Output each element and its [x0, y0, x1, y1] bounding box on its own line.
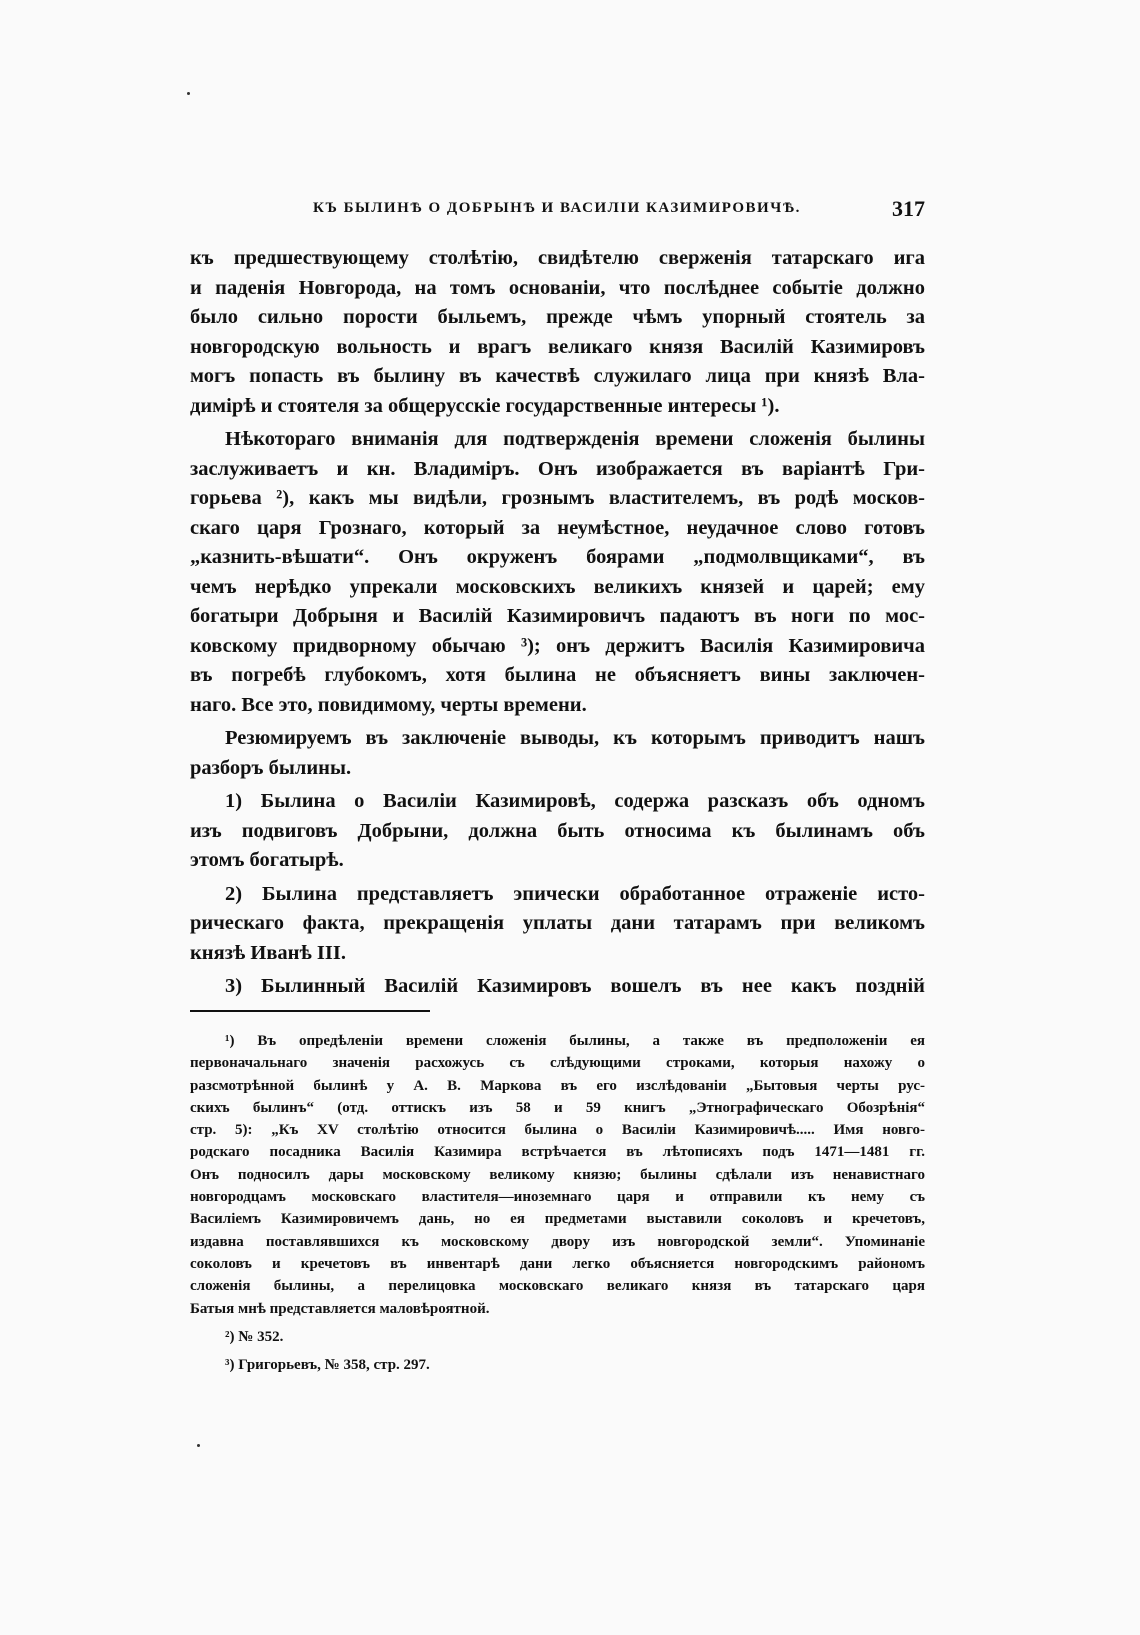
- text-line: Резюмируемъ въ заключеніе выводы, къ которымъ приводитъ нашъ: [225, 727, 925, 749]
- footnote-divider: [190, 1010, 430, 1012]
- text-line: Нѣкотораго вниманія для подтвержденія времени сложенія былины: [225, 428, 925, 450]
- text-line: рическаго факта, прекращенія уплаты дани татарамъ при великомъ: [190, 912, 925, 934]
- text-line: наго. Все это, повидимому, черты времени.: [190, 693, 587, 716]
- text-line: 3) Былинный Василій Казимировъ вошелъ въ нее какъ поздній: [225, 975, 925, 997]
- text-line: горьева ²), какъ мы видѣли, грознымъ властителемъ, въ родѣ москов-: [190, 487, 925, 509]
- running-head: КЪ БЫЛИНѢ О ДОБРЫНѢ И ВАСИЛІИ КАЗИМИРОВИЧѢ.: [313, 200, 801, 216]
- text-line: скаго царя Грознаго, который за неумѣстное, неудачное слово готовъ: [190, 516, 925, 539]
- paragraph: [190, 787, 925, 876]
- paragraph: [190, 724, 925, 783]
- footnote-line: первоначальнаго значенія расхожусь съ слѣдующими строками, которыя нахожу о: [190, 1055, 925, 1072]
- footnote-line: соколовъ и кречетовъ въ инвентарѣ дани легко объясняется новгородскимъ райономъ: [190, 1255, 925, 1272]
- footnote-line: издавна поставлявшихся къ московскому двору изъ новгородской земли“. Упоминаніе: [190, 1233, 925, 1250]
- text-line: этомъ богатырѣ.: [190, 849, 344, 871]
- text-line: чемъ нерѣдко упрекали московскихъ великихъ князей и царей; ему: [190, 575, 925, 598]
- footnote-line: разсмотрѣнной былинѣ у А. В. Маркова въ его изслѣдованіи „Бытовыя черты рус-: [190, 1077, 925, 1094]
- page-number: 317: [892, 196, 925, 221]
- text-line: князѣ Иванѣ III.: [190, 941, 346, 964]
- text-line: разборъ былины.: [190, 756, 352, 779]
- footnote-line: ¹) Въ опредѣленіи времени сложенія былины, а также въ предположеніи ея: [225, 1033, 925, 1049]
- text-line: 1) Былина о Василіи Казимировѣ, содержа разсказъ объ одномъ: [225, 790, 925, 812]
- text-line: ковскому придворному обычаю ³); онъ держитъ Василія Казимировича: [190, 634, 925, 657]
- footnote-1: [190, 1030, 925, 1320]
- footnotes: [190, 1030, 925, 1376]
- text-line: и паденія Новгорода, на томъ основаніи, что послѣднее событіе должно: [190, 276, 925, 299]
- footnote-line: сложенія былины, а перелицовка московскаго великаго князя въ татарскаго царя: [190, 1278, 925, 1295]
- speck-mark: [197, 1444, 200, 1447]
- footnote-3: ³) Григорьевъ, № 358, стр. 297.: [225, 1357, 430, 1374]
- paragraph: [190, 972, 925, 1002]
- paragraph: [190, 880, 925, 969]
- text-line: къ предшествующему столѣтію, свидѣтелю сверженія татарскаго ига: [190, 247, 925, 269]
- footnote-line: Онъ подносилъ дары московскому великому князю; былины сдѣлали изъ ненавистнаго: [190, 1166, 925, 1183]
- speck-mark: [187, 92, 190, 95]
- paragraph: [190, 244, 925, 421]
- footnote-line: новгородцамъ московскаго властителя—иноземнаго царя и отправили къ нему съ: [190, 1189, 925, 1206]
- text-line: димірѣ и стоятеля за общерусскіе государственные интересы ¹).: [190, 394, 780, 417]
- footnote-2: ²) № 352.: [225, 1328, 284, 1345]
- text-line: новгородскую вольность и врагъ великаго князя Василій Казимировъ: [190, 335, 925, 358]
- text-line: богатыри Добрыня и Василій Казимировичъ падаютъ въ ноги по мос-: [190, 605, 925, 627]
- text-line: заслуживаетъ и кн. Владиміръ. Онъ изображается въ варіантѣ Гри-: [190, 457, 925, 480]
- footnote-line: Василіемъ Казимировичемъ дань, но ея предметами выставили соколовъ и кречетовъ,: [190, 1211, 925, 1228]
- footnote-line: родскаго посадника Василія Казимира встрѣчается въ лѣтописяхъ подъ 1471—1481 гг.: [190, 1144, 925, 1161]
- text-line: въ погребѣ глубокомъ, хотя былина не объясняетъ вины заключен-: [190, 664, 925, 686]
- paragraph: [190, 425, 925, 720]
- text-line: „казнить-вѣшати“. Онъ окруженъ боярами „подмолвщиками“, въ: [190, 546, 925, 568]
- text-line: 2) Былина представляетъ эпически обработанное отраженіе исто-: [225, 882, 925, 905]
- text-line: могъ попасть въ былину въ качествѣ служилаго лица при князѣ Вла-: [190, 365, 925, 387]
- footnote-line: Батыя мнѣ представляется маловѣроятной.: [190, 1300, 490, 1317]
- text-line: изъ подвиговъ Добрыни, должна быть относима къ былинамъ объ: [190, 819, 925, 842]
- text-line: было сильно порости быльемъ, прежде чѣмъ упорный стоятель за: [190, 306, 925, 328]
- page-header: [190, 196, 925, 226]
- footnote-line: стр. 5): „Къ XV столѣтію относится былина о Василіи Казимировичѣ..... Имя новго-: [190, 1122, 925, 1139]
- footnote-line: скихъ былинъ“ (отд. оттискъ изъ 58 и 59 книгъ „Этнографическаго Обозрѣнія“: [190, 1099, 925, 1116]
- body-text: [190, 244, 925, 1002]
